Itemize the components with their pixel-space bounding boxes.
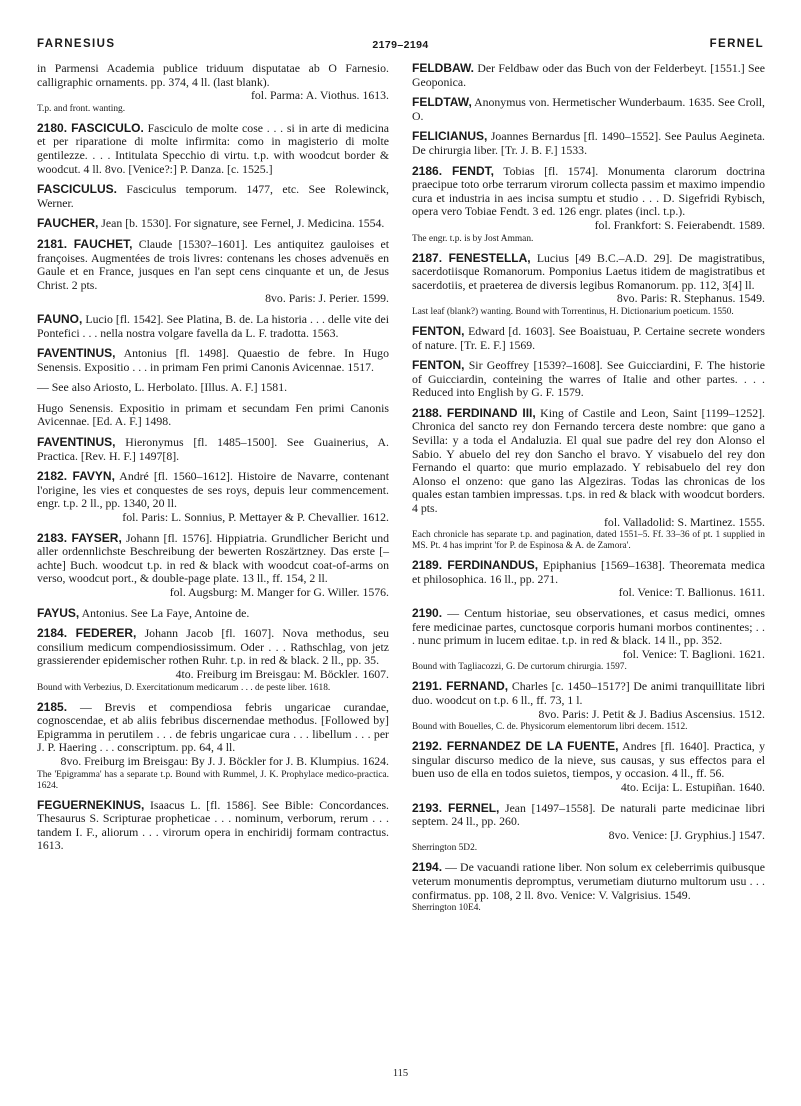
entry-heading: FEGUERNEKINUS, [37,797,145,812]
running-head-left: FARNESIUS [37,38,116,50]
catalogue-entry [37,701,389,792]
catalogue-entry [37,607,389,621]
entry-text: Tobias [fl. 1574]. Monumenta clarorum doctrina praecipue toto orbe terrarum virorum collecta passim et maximo impendio cura et industria in aes incisa sumptu et studio . . . D. Sigefridi Rybisch, opera vero Tobiae Fendt. 3 ed. 126 engr. plates (incl. t.p.). [412,163,765,219]
entry-heading: 2185. [37,699,68,714]
page-number: 115 [392,1068,409,1079]
entry-heading: FAYUS, [37,605,80,620]
entry-imprint: 8vo. Paris: J. Petit & J. Badius Ascensius. 1512. [538,706,765,721]
entry-note: The 'Epigramma' has a separate t.p. Bound with Rummel, J. K. Prophylace medico-practica. 1624. [37,769,389,791]
catalogue-entry [37,122,389,176]
catalogue-entry [412,165,765,245]
entry-heading: FAUCHER, [37,216,99,231]
catalogue-entry [412,802,765,855]
entry-heading: 2182. FAVYN, [37,469,115,484]
entry-imprint: fol. Augsburg: M. Manger for G. Willer. 1576. [169,585,389,599]
entry-note: Each chronicle has separate t.p. and pagination, dated 1551–5. Ff. 33–36 of pt. 1 supplied in MS. Pt. 4 has imprint 'for P. de Espinosa & A. de Zamora'. [412,530,765,552]
entry-text: — De vacuandi ratione liber. Non solum ex celeberrimis quibusque veterum monumentis depromptus, verumetiam diuturno multorum usu . . . confirmatus. pp. 108, 2 ll. 8vo. Venice: V. Valgrisius. 1549. [412,860,765,902]
catalogue-entry [412,325,765,352]
entry-text: Lucius [49 B.C.–A.D. 29]. De magistratibus, sacerdotiisque Romanorum. Pomponius Laetus itidem de magistratibus et sacerdotiis, et praeterea de diversis legibus Romanorum. pp. 112, 3[4] ll. [412,250,765,292]
entry-text: André [fl. 1560–1612]. Histoire de Navarre, contenant l'origine, les vies et conquestes de ses roys, depuis leur commencement. engr. t.p. 2 ll., pp. 1340, 20 ll. [37,469,389,511]
catalogue-entry [37,532,389,600]
catalogue-entry [412,607,765,673]
entry-text: Hugo Senensis. Expositio in primam et secundam Fen primi Canonis Avicennae. [Ed. A. F.] 1498. [37,400,389,429]
entry-imprint: 8vo. Paris: J. Perier. 1599. [265,291,389,306]
entry-imprint: fol. Venice: T. Ballionus. 1611. [618,585,765,600]
entry-text: Jean [b. 1530]. For signature, see Fernel, J. Medicina. 1554. [101,216,385,231]
entry-text: Joannes Bernardus [fl. 1490–1552]. See Paulus Aegineta. De chirurgia liber. [Tr. J. B. F.] 1533. [412,129,766,157]
catalogue-entry [37,402,389,429]
entry-text: — See also Ariosto, L. Herbolato. [Illus. A. F.] 1581. [37,380,288,395]
entry-heading: 2193. FERNEL, [412,800,500,815]
catalogue-entry [37,62,389,115]
entry-heading: 2189. FERDINANDUS, [412,558,539,573]
entry-heading: FELDBAW. [412,61,474,75]
entry-text: Isaacus L. [fl. 1586]. See Bible: Concordances. Thesaurus S. Scripturae propheticae . . . nominum, verborum, rerum . . . tandem I. F., aliorum . . . virorum opera in enchiridij formam contractus. 1613. [37,797,389,853]
entry-text: Der Feldbaw oder das Buch von der Felderbeyt. [1551.] See Geoponica. [412,61,766,89]
entry-imprint: fol. Valladolid: S. Martinez. 1555. [604,514,765,529]
entry-imprint: fol. Venice: T. Baglioni. 1621. [622,646,765,661]
entry-note: Bound with Bouelles, C. de. Physicorum elementorum libri decem. 1512. [412,722,688,733]
entry-text: Hieronymus [fl. 1485–1500]. See Guainerius, A. Practica. [Rev. H. F.] 1497[8]. [37,435,389,463]
catalogue-entry [412,407,765,552]
entry-text: — Brevis et compendiosa febris ungaricae curandae, cognoscendae, et ab aliis febribus discernendae methodus. [Followed by] Epigramma in perutilem . . . de febris ungaricae cura . . . libellum . . . per J. P. Haering . . . conscriptum. pp. 64, 4 ll. [37,699,389,755]
entry-imprint: 4to. Freiburg im Breisgau: M. Böckler. 1607. [175,666,389,681]
entry-text: Andres [fl. 1640]. Practica, y singular discurso medico de la nieve, sus causas, y sus effectos para el buen uso de ella en todos suietos, tiempos, y occasion. 4 ll., ff. 56. [412,739,765,781]
entry-imprint: 4to. Ecija: L. Estupiñan. 1640. [620,779,765,794]
entry-text: Epiphanius [1569–1638]. Theoremata medica et philosophica. 16 ll., pp. 271. [412,558,766,586]
left-column [37,62,389,860]
entry-note: The engr. t.p. is by Jost Amman. [412,233,534,244]
entry-text: Antonius. See La Faye, Antoine de. [81,605,250,620]
entry-heading: 2180. FASCICULO. [37,120,144,135]
catalogue-entry [412,740,765,794]
entry-text: — Centum historiae, seu observationes, et casus medici, omnes fere medicinae partes, cunctosque corporis humani morbos continentes; . . . nunc primum in lucem editae. t.p. in red & black. 14 ll., pp. 352. [412,606,765,648]
entry-text: Lucio [fl. 1542]. See Platina, B. de. La historia . . . delle vite dei Pontefici . . . nella nostra volgare favella da L. F. tradotta. 1563. [37,311,389,340]
entry-heading: 2191. FERNAND, [412,679,509,694]
entry-imprint: 8vo. Paris: R. Stephanus. 1549. [616,291,765,306]
entry-note: T.p. and front. wanting. [37,103,126,114]
catalogue-entry [412,62,765,89]
running-head-right: FERNEL [709,38,764,50]
catalogue-entry [412,559,765,600]
catalogue-entry [412,252,765,318]
catalogue-entry [37,381,389,395]
catalogue-entry [37,470,389,524]
entry-note: Last leaf (blank?) wanting. Bound with Torrentinus, H. Dictionarium poeticum. 1550. [412,306,734,317]
right-column [412,62,765,921]
entry-heading: 2184. FEDERER, [37,626,137,641]
catalogue-entry [412,96,765,123]
entry-imprint: fol. Parma: A. Viothus. 1613. [250,88,389,103]
entry-heading: 2183. FAYSER, [37,530,122,545]
entry-imprint: 8vo. Freiburg im Breisgau: By J. J. Böckler for J. B. Klumpius. 1624. [60,753,389,768]
entry-note: Sherrington 5D2. [412,843,478,854]
entry-imprint: fol. Frankfort: S. Feierabendt. 1589. [594,217,765,232]
entry-text: Jean [1497–1558]. De naturali parte medicinae libri septem. 24 ll., pp. 260. [412,800,765,829]
catalogue-entry [37,436,389,463]
entry-imprint: 8vo. Venice: [J. Gryphius.] 1547. [608,827,765,842]
entry-note: Sherrington 10E4. [412,903,481,914]
entry-heading: 2188. FERDINAND III, [412,405,536,420]
entry-heading: FELICIANUS, [412,129,488,144]
running-head-range: 2179–2194 [372,38,429,51]
entry-heading: 2190. [412,606,443,620]
catalogue-entry [37,238,389,306]
entry-text: Fasciculus temporum. 1477, etc. See Rolewinck, Werner. [37,182,389,210]
entry-heading: FASCICULUS. [37,182,118,197]
entry-heading: 2186. FENDT, [412,163,494,178]
catalogue-entry [412,861,765,914]
catalogue-entry [412,680,765,733]
entry-heading: FENTON, [412,323,465,338]
entry-heading: FAVENTINUS, [37,346,116,361]
catalogue-entry [37,627,389,693]
catalogue-entry [37,799,389,853]
entry-text: in Parmensi Academia publice triduum disputatae ab O Farnesio. calligraphic ornaments. pp. 374, 4 ll. (last blank). [37,61,389,89]
entry-note: Bound with Tagliacozzi, G. De curtorum chirurgia. 1597. [412,662,627,673]
entry-imprint: fol. Paris: L. Sonnius, P. Mettayer & P. Chevallier. 1612. [122,510,389,525]
catalogue-entry [37,183,389,210]
catalogue-entry [37,347,389,374]
catalogue-entry [412,359,765,400]
entry-heading: 2187. FENESTELLA, [412,250,531,265]
entry-text: Fasciculo de molte cose . . . si in arte di medicina et per riparatione di molte infirmita: como in magisterio di molte gentilezze. . . . Intitulata Specchio di virtu. t.p. with woodcut border & woodcut. 4 ll. 8vo. [Venice?:] P. Danza. [c. 1525.] [37,120,389,176]
entry-note: Bound with Verbezius, D. Exercitationum medicarum . . . de peste liber. 1618. [37,682,331,693]
entry-heading: 2192. FERNANDEZ DE LA FUENTE, [412,739,619,754]
entry-text: Edward [d. 1603]. See Boaistuau, P. Certaine secrete wonders of nature. [Tr. E. F.] 1569. [412,323,765,352]
entry-text: King of Castile and Leon, Saint [1199–1252]. Chronica del sancto rey don Fernando tercera deste nombre: que gano a Sevilla: y a toda el Andaluzia. El qual sue padre del rey don Alonso el Sabio. Y abuelo del rey don Sancho el bravo. Y visabuelo del rey don Fernando el quarto: que murio emplazado. Y rebisabuelo del rey don Alonso el onzeno: que gano las Algeziras. Todas las chronicas de los quales estan tambien impressas. t.ps. in red & black with woodcut borders. 4 pts. [412,405,765,516]
entry-text: Sir Geoffrey [1539?–1608]. See Guicciardini, F. The historie of Guicciardin, conteining the warres of Italie and other partes. . . . Reduced into English by G. F. 1579. [412,358,766,400]
catalogue-entry [412,130,765,157]
entry-text: Johann [fl. 1576]. Hippiatria. Grundlicher Bericht und aller ordennlichste Beschreibung der bewerten Roszärtzney. Das erste [–achte] Buch. woodcut t.p. in red & black with woodcut coat-of-arms on verso, woodcut port., & double-page plate. 13 ll., ff. 154, 2 ll. [37,530,390,586]
entry-heading: FAVENTINUS, [37,435,116,450]
entry-text: Johann Jacob [fl. 1607]. Nova methodus, seu consilium medicum compendiosissimum. Oder . . . Rathschlag, von jetz grassierender epidemischer rothen Ruhr. t.p. in red & black. 2 ll., pp. 35. [37,626,389,668]
entry-heading: FELDTAW, [412,95,472,110]
entry-text: Anonymus von. Hermetischer Wunderbaum. 1635. See Croll, O. [412,95,765,123]
catalogue-entry [37,313,389,340]
entry-text: Charles [c. 1450–1517?] De animi tranquillitate libri duo. woodcut on t.p. 6 ll., ff. 73, 1 l. [412,679,765,707]
entry-heading: FAUNO, [37,311,83,326]
entry-text: Claude [1530?–1601]. Les antiquitez gauloises et françoises. Augmentées de trois livres: contenans les choses advenuës en Gaule et en France, jusques en l'an sept cens cinquante et un, de Jesus Christ. 2 pts. [37,236,389,292]
entry-heading: 2181. FAUCHET, [37,236,133,251]
catalogue-entry [37,217,389,231]
entry-heading: 2194. [412,860,443,875]
entry-heading: FENTON, [412,358,465,373]
entry-text: Antonius [fl. 1498]. Quaestio de febre. In Hugo Senensis. Expositio . . . in primam Fen primi Canonis Avicennae. 1517. [37,346,389,374]
